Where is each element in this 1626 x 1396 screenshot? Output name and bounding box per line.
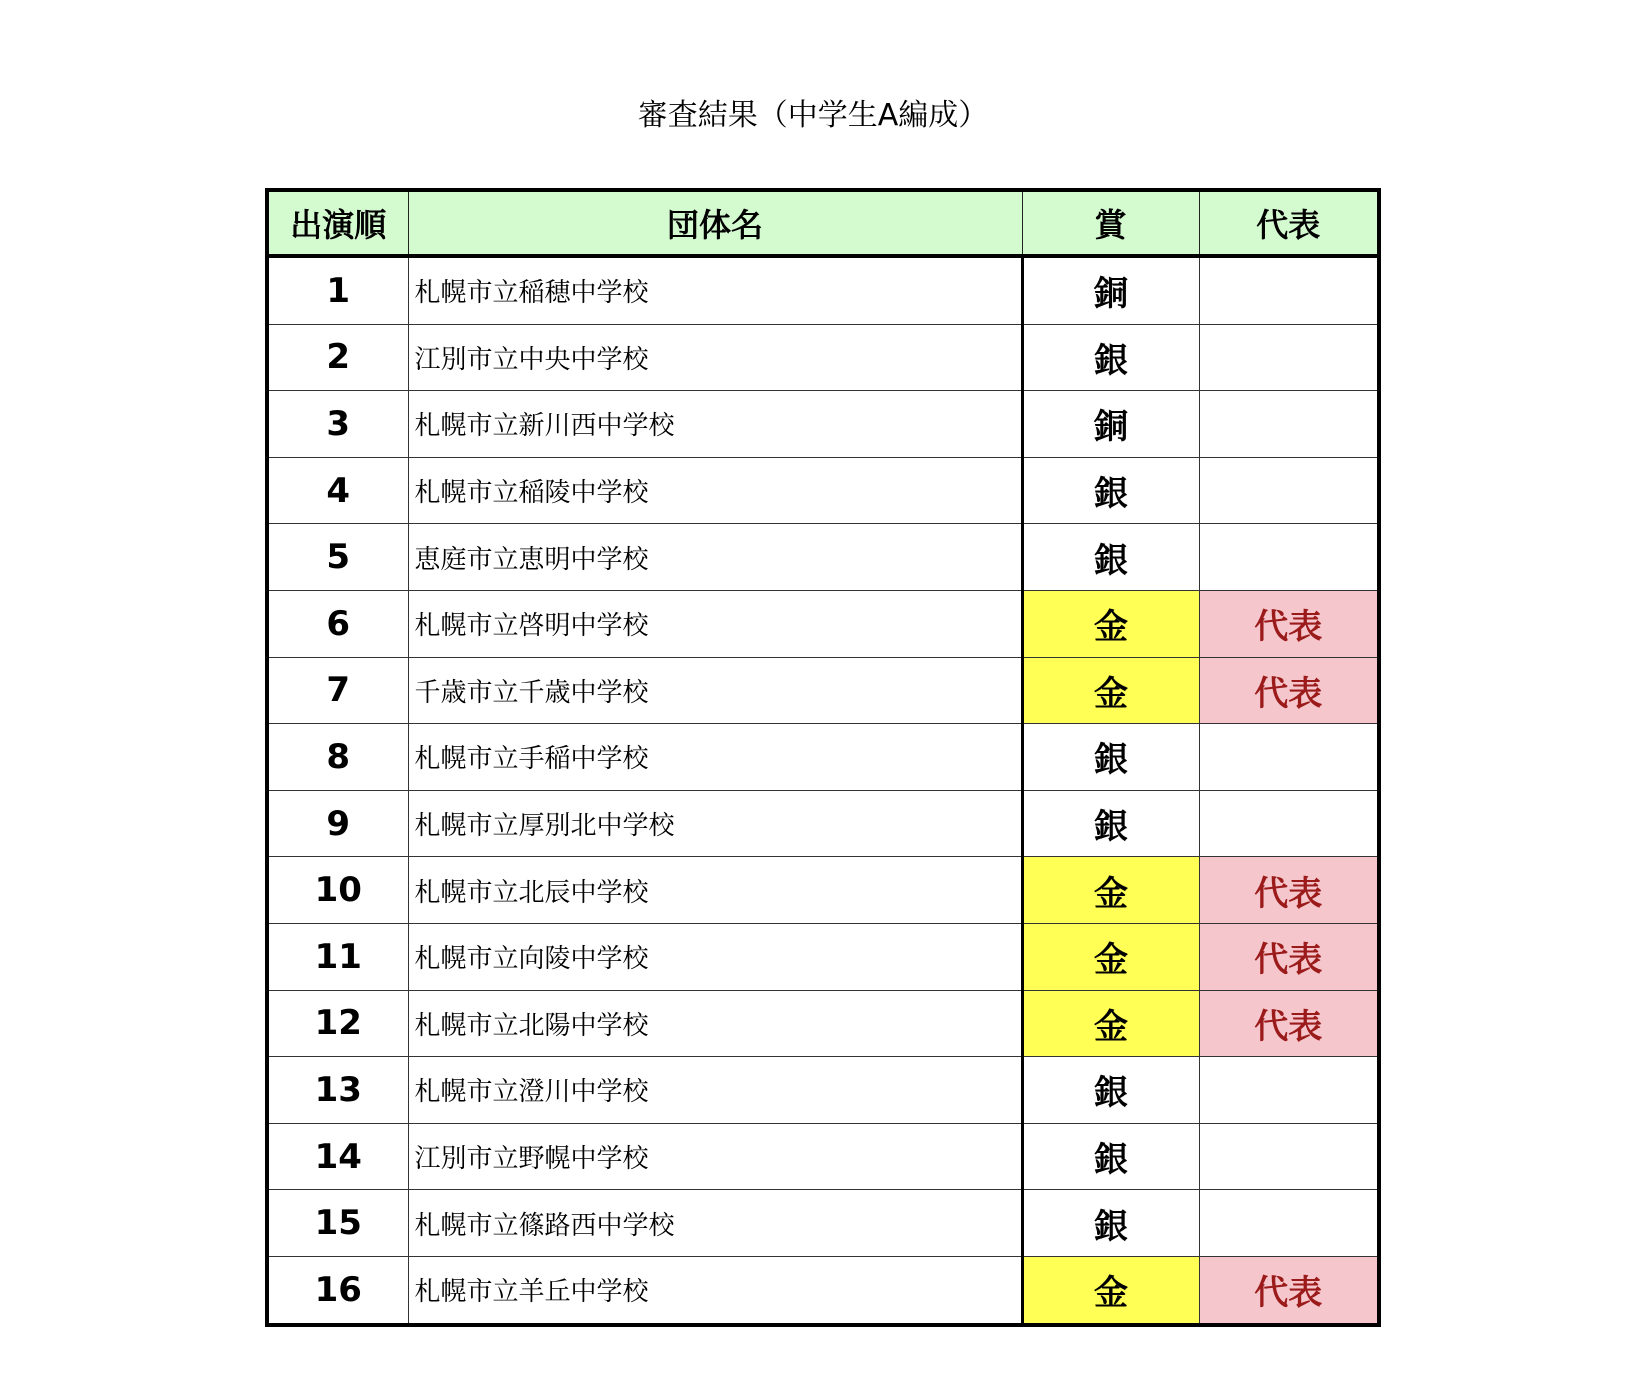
representative-cell (1199, 790, 1379, 857)
header-row (267, 190, 1379, 256)
order-cell: 1 (267, 256, 408, 324)
header-order: 出演順 (267, 190, 408, 256)
order-cell: 5 (267, 524, 408, 591)
representative-cell: 代表 (1199, 990, 1379, 1057)
representative-cell: 代表 (1199, 657, 1379, 724)
representative-cell: 代表 (1199, 923, 1379, 990)
order-cell: 13 (267, 1057, 408, 1124)
page-title: 審査結果（中学生A編成） (637, 98, 989, 133)
representative-cell (1199, 256, 1379, 324)
name-cell: 札幌市立啓明中学校 (408, 590, 1022, 657)
table-row (267, 1190, 1379, 1257)
prize-cell: 金 (1022, 990, 1199, 1057)
table-row (267, 457, 1379, 524)
order-cell: 12 (267, 990, 408, 1057)
representative-cell (1199, 724, 1379, 791)
prize-cell: 金 (1022, 923, 1199, 990)
name-cell: 札幌市立稲穂中学校 (408, 256, 1022, 324)
prize-cell: 銅 (1022, 391, 1199, 458)
table-row (267, 657, 1379, 724)
name-cell: 札幌市立羊丘中学校 (408, 1256, 1022, 1324)
table-row (267, 990, 1379, 1057)
prize-cell: 銀 (1022, 457, 1199, 524)
header-prize: 賞 (1022, 190, 1199, 256)
representative-cell (1199, 524, 1379, 591)
prize-cell: 銀 (1022, 324, 1199, 391)
representative-cell: 代表 (1199, 590, 1379, 657)
order-cell: 11 (267, 923, 408, 990)
name-cell: 札幌市立向陵中学校 (408, 923, 1022, 990)
prize-cell: 銀 (1022, 724, 1199, 791)
order-cell: 6 (267, 590, 408, 657)
name-cell: 恵庭市立恵明中学校 (408, 524, 1022, 591)
name-cell: 千歳市立千歳中学校 (408, 657, 1022, 724)
order-cell: 2 (267, 324, 408, 391)
results-table (265, 188, 1381, 1327)
order-cell: 9 (267, 790, 408, 857)
name-cell: 札幌市立手稲中学校 (408, 724, 1022, 791)
table-row (267, 391, 1379, 458)
table-row (267, 790, 1379, 857)
prize-cell: 銀 (1022, 1123, 1199, 1190)
table-row (267, 1057, 1379, 1124)
prize-cell: 金 (1022, 1256, 1199, 1324)
representative-cell: 代表 (1199, 1256, 1379, 1324)
name-cell: 札幌市立新川西中学校 (408, 391, 1022, 458)
table-row (267, 857, 1379, 924)
prize-cell: 金 (1022, 590, 1199, 657)
order-cell: 16 (267, 1256, 408, 1324)
representative-cell: 代表 (1199, 857, 1379, 924)
prize-cell: 金 (1022, 657, 1199, 724)
name-cell: 江別市立野幌中学校 (408, 1123, 1022, 1190)
order-cell: 3 (267, 391, 408, 458)
table-row (267, 1123, 1379, 1190)
representative-cell (1199, 1057, 1379, 1124)
representative-cell (1199, 391, 1379, 458)
order-cell: 10 (267, 857, 408, 924)
prize-cell: 銀 (1022, 790, 1199, 857)
name-cell: 江別市立中央中学校 (408, 324, 1022, 391)
order-cell: 15 (267, 1190, 408, 1257)
representative-cell (1199, 1123, 1379, 1190)
name-cell: 札幌市立北陽中学校 (408, 990, 1022, 1057)
name-cell: 札幌市立篠路西中学校 (408, 1190, 1022, 1257)
name-cell: 札幌市立稲陵中学校 (408, 457, 1022, 524)
prize-cell: 金 (1022, 857, 1199, 924)
table-row (267, 256, 1379, 324)
prize-cell: 銀 (1022, 1057, 1199, 1124)
name-cell: 札幌市立澄川中学校 (408, 1057, 1022, 1124)
prize-cell: 銀 (1022, 1190, 1199, 1257)
table-row (267, 324, 1379, 391)
representative-cell (1199, 324, 1379, 391)
order-cell: 8 (267, 724, 408, 791)
representative-cell (1199, 1190, 1379, 1257)
table-row (267, 1256, 1379, 1324)
name-cell: 札幌市立北辰中学校 (408, 857, 1022, 924)
order-cell: 7 (267, 657, 408, 724)
table-row (267, 524, 1379, 591)
representative-cell (1199, 457, 1379, 524)
table-row (267, 590, 1379, 657)
prize-cell: 銅 (1022, 256, 1199, 324)
header-representative: 代表 (1199, 190, 1379, 256)
header-name: 団体名 (408, 190, 1022, 256)
order-cell: 4 (267, 457, 408, 524)
table-row (267, 724, 1379, 791)
order-cell: 14 (267, 1123, 408, 1190)
prize-cell: 銀 (1022, 524, 1199, 591)
name-cell: 札幌市立厚別北中学校 (408, 790, 1022, 857)
table-row (267, 923, 1379, 990)
